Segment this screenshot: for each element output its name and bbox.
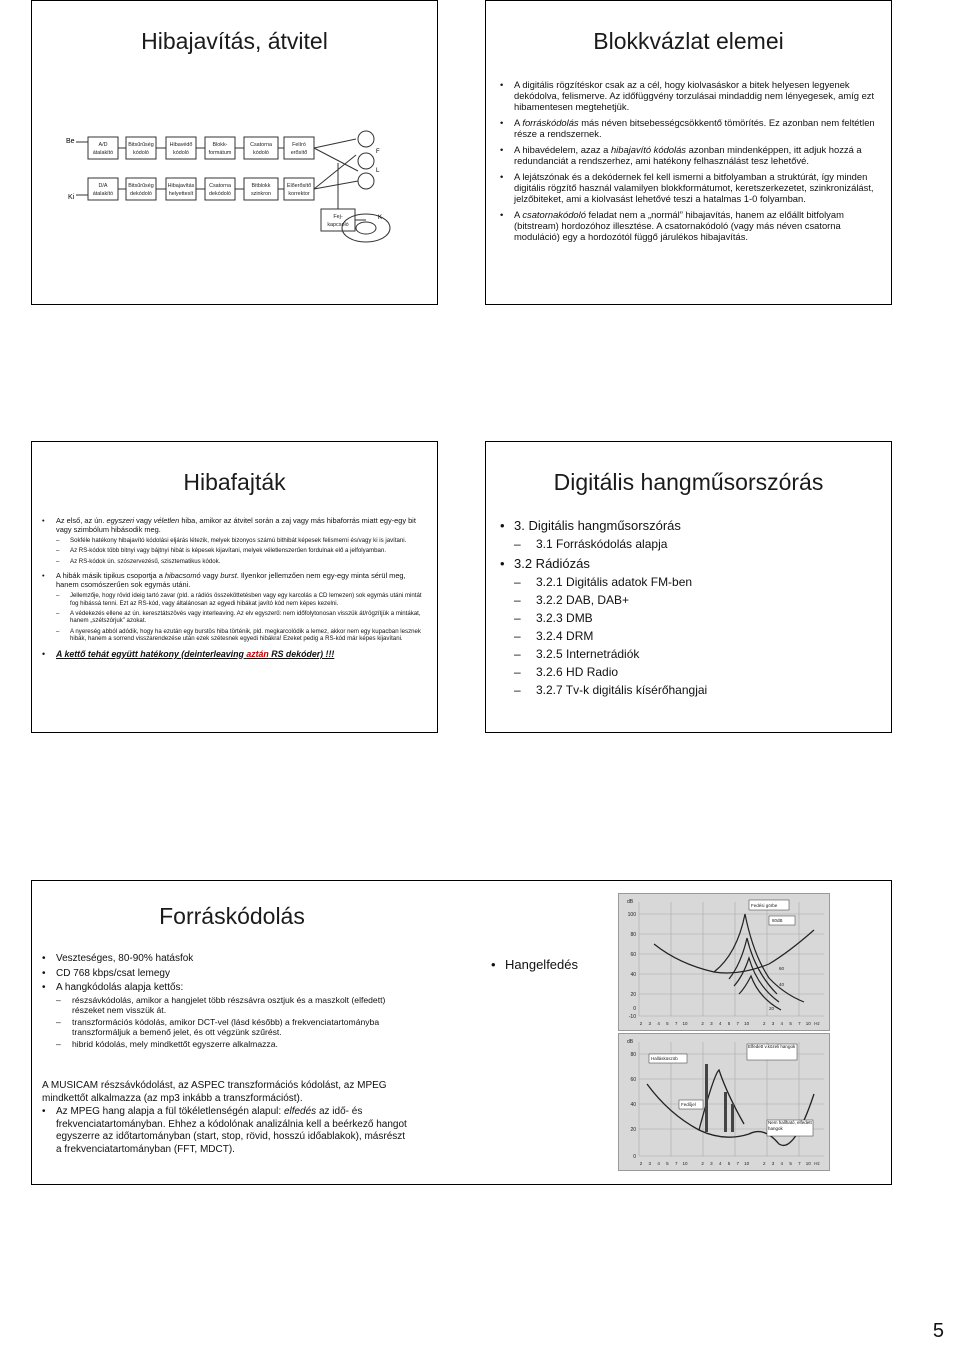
bb-label-2: szinkron bbox=[250, 191, 272, 197]
x-tick-label: 5 bbox=[666, 1161, 669, 1166]
x-tick-label: 4 bbox=[780, 1161, 784, 1166]
bullet-item: • A csatornakódoló feladat nem a „normál” hibajavítás, hanem az előállt bitfolyam (bitstream) hordozóhoz illesztése. A csatornakódoló (vagy más néven csatorna moduláció) egy a hordozótól függő járulékos hibajavítás. bbox=[500, 209, 882, 242]
x-tick-label: 10 bbox=[682, 1021, 688, 1026]
cd-label-1: Csatorna bbox=[209, 183, 231, 189]
toc-sublist bbox=[514, 575, 880, 698]
x-tick-label: 3 bbox=[710, 1021, 713, 1026]
toc-subitem: – 3.2.3 DMB bbox=[514, 611, 880, 626]
ad-label-1: A/D bbox=[98, 142, 108, 148]
bullet-item: • A forráskódolás más néven bitsebességcsökkentő tömörítés. Ez azonban nem feltétlen része a rendszernek. bbox=[500, 117, 882, 139]
toc-item: • 3. Digitális hangműsorszórás – 3.1 Forráskódolás alapja bbox=[500, 518, 880, 552]
chart1-ytick: 20 bbox=[630, 992, 636, 998]
fk-label-2: kapcsoló bbox=[327, 222, 349, 228]
toc-subitem: – 3.1 Forráskódolás alapja bbox=[514, 537, 880, 552]
da-label-2: átalakító bbox=[92, 191, 114, 197]
sub-item: – transzformációs kódolás, amikor DCT-vel (lásd később) a frekvenciatartományba transzformáljuk a bemenő jelet, és ott végzünk szűrést. bbox=[56, 1017, 412, 1038]
x-tick-label: Hz bbox=[814, 1021, 820, 1026]
k-label: K bbox=[378, 215, 383, 221]
sub-item: – részsávkódolás, amikor a hangjelet több részsávra osztjuk és a maszkolt (elfedett) részeket nem visszük át. bbox=[56, 995, 412, 1016]
fk-label-1: Fej- bbox=[333, 214, 343, 220]
bf-label-1: Blokk- bbox=[212, 142, 228, 148]
chart2-ylabel: dB bbox=[627, 1039, 634, 1045]
x-tick-label: 10 bbox=[682, 1161, 688, 1166]
x-tick-label: 2 bbox=[639, 1021, 643, 1026]
x-tick-label: 4 bbox=[657, 1021, 660, 1026]
slide-hibajavitas bbox=[31, 0, 438, 305]
cd-label-2: dekódoló bbox=[209, 191, 231, 197]
red-word: aztán bbox=[246, 648, 269, 659]
sub-item: – A védekezés ellene az ún. keresztátszövés vagy interleaving. Az elv egyszerű: nem időfolytonosan visszük át/rögzítjük a mintákat, hanem „szétszórjuk” azokat. bbox=[56, 610, 422, 625]
bullet-list bbox=[42, 1106, 412, 1158]
x-tick-label: Hz bbox=[814, 1161, 820, 1166]
ck-label-2: kódoló bbox=[253, 150, 269, 156]
slide-forraskodolas bbox=[31, 880, 892, 1185]
bb-label-1: Bitblokk bbox=[251, 183, 271, 189]
x-tick-label: 7 bbox=[736, 1161, 740, 1166]
fe-label-2: erősítő bbox=[290, 150, 308, 156]
x-tick-label: 7 bbox=[674, 1161, 678, 1166]
x-tick-label: 2 bbox=[701, 1161, 704, 1166]
x-tick-label: 2 bbox=[639, 1161, 643, 1166]
sub-item: – Jellemzője, hogy rövid ideig tartó zavar (pld. a rádiós összeköttetésben vagy egy karcolás a CD lemezen) sok egymás utáni mintát fog hibássá tenni. Ezt az RS-kód, vagy általánosan az egyedi hibákat javító kód nem képes kezelni. bbox=[56, 592, 422, 607]
x-tick-label: 3 bbox=[648, 1161, 652, 1166]
sub-list bbox=[56, 995, 412, 1050]
bullet-item: • A hangkódolás alapja kettős: – részsávkódolás, amikor a hangjelet több részsávra osztjuk és a maszkolt (elfedett) részeket nem visszük át. – transzformációs kódolás, amikor DCT-vel (lásd később) a frekvenciatartományba transzformáljuk a bemenő jelet, és ott végzünk szűrést. – hibrid kódolás, mely mindkettőt egyszerre alkalmazza. bbox=[42, 982, 412, 1049]
toc-subitem: – 3.2.5 Internetrádiók bbox=[514, 647, 880, 662]
bullet-list bbox=[42, 953, 412, 1051]
ek-label-1: Előerősítő bbox=[286, 183, 312, 189]
ck-label-1: Csatorna bbox=[250, 142, 272, 148]
chart2-ann-1: Elfedett v.közeli hangok bbox=[748, 1044, 796, 1049]
x-tick-label: 4 bbox=[718, 1161, 722, 1166]
x-tick-label: 4 bbox=[780, 1021, 784, 1026]
bs-label-1: Bitsűrűség bbox=[128, 142, 154, 148]
chart1-ann-1: 80dB bbox=[772, 918, 783, 923]
hj-label-2: helyettesít bbox=[168, 191, 194, 197]
bs-label-2: kódoló bbox=[133, 150, 149, 156]
sub-item: – Sokféle hatékony hibajavító kódolási eljárás létezik, melyek bizonyos számú bithibát képesek felismerni és/vagy ki is javítani. bbox=[56, 537, 422, 544]
chart2-ytick: 80 bbox=[630, 1052, 636, 1058]
chart2-ytick: 0 bbox=[633, 1154, 636, 1160]
chart2-ann-2: Fedőjel bbox=[681, 1102, 696, 1107]
slide-title: Digitális hangműsorszórás bbox=[553, 469, 824, 495]
paragraph: A MUSICAM részsávkódolást, az ASPEC transzformációs kódolást, az MPEG mindkettőt alkalmazza (az mp3 inkább a transzformációst). bbox=[42, 1080, 387, 1104]
x-tick-label: 2 bbox=[762, 1161, 766, 1166]
chart1-ann-0: Fedési görbe bbox=[751, 903, 778, 908]
bullet-item: • Hangelfedés bbox=[491, 957, 621, 973]
bd-label-2: dekódoló bbox=[130, 191, 152, 197]
x-tick-label: 5 bbox=[727, 1161, 731, 1166]
bullet-item: • A digitális rögzítéskor csak az a cél, hogy kiolvasáskor a bitek helyesen legyenek dekódolva, felismerve. Az időfüggvény torzulásai mindaddig nem lényegesek, amíg ezt hibamentesen megtehetjük. bbox=[500, 79, 882, 112]
chart1-ann-2: 60 bbox=[779, 966, 785, 971]
chart1-ytick: 100 bbox=[627, 912, 636, 918]
toc-sublist bbox=[514, 537, 880, 552]
bullet-list bbox=[500, 79, 882, 247]
toc-subitem: – 3.2.4 DRM bbox=[514, 629, 880, 644]
chart2-ann-0: Hallásküszöb bbox=[651, 1056, 678, 1061]
chart2-ytick: 20 bbox=[630, 1127, 636, 1133]
toc-subitem: – 3.2.7 Tv-k digitális kísérőhangjai bbox=[514, 683, 880, 698]
bullet-item: • CD 768 kbps/csat lemegy bbox=[42, 968, 412, 981]
sub-item: – Az RS-kódok több bitnyi vagy bájtnyi hibát is képesek kijavítani, melyek véletlenszerűen fordulnak elő a jelfolyamban. bbox=[56, 547, 422, 554]
bullet-item: • Veszteséges, 80-90% hatásfok bbox=[42, 953, 412, 966]
slide-blokkvazlat bbox=[485, 0, 892, 305]
bd-label-1: Bitsűrűség bbox=[128, 183, 154, 189]
sub-item: – Az RS-kódok ún. szószervezésű, szisztematikus kódok. bbox=[56, 558, 422, 565]
bullet-item-emphasis: • A kettő tehát együtt hatékony (deinterleaving aztán RS dekóder) !!! bbox=[42, 649, 422, 660]
bullet-item: • A lejátszónak és a dekódernek fel kell ismerni a bitfolyamban a struktúrát, így minden digitális rögzítő használ valamilyen blokkformátumot, keretszerkezetet, szinkronizálást, jelzőbiteket, ami a kiolvasást lehetővé teszi a hatalmas 1-0 folyamban. bbox=[500, 171, 882, 204]
fe-label-1: Felíró bbox=[292, 142, 306, 148]
chart1-ytick: 40 bbox=[630, 972, 636, 978]
chart2-ytick: 40 bbox=[630, 1102, 636, 1108]
toc-subitem: – 3.2.1 Digitális adatok FM-ben bbox=[514, 575, 880, 590]
chart1-ann-3: 40 bbox=[779, 982, 785, 987]
sub-list bbox=[56, 537, 422, 565]
f-label: F bbox=[376, 149, 380, 155]
slide-digitalis-hangmusorszoras bbox=[485, 441, 892, 733]
ki-label: Ki bbox=[68, 194, 75, 201]
bf-label-2: formátum bbox=[208, 150, 232, 156]
x-tick-label: 4 bbox=[657, 1161, 660, 1166]
chart1-ytick: 60 bbox=[630, 952, 636, 958]
masking-chart-2 bbox=[618, 1033, 830, 1171]
chart1-ylabel: dB bbox=[627, 899, 634, 905]
x-tick-label: 5 bbox=[789, 1161, 792, 1166]
bullet-item: • Az első, az ún. egyszeri vagy véletlen hiba, amikor az átvitel során a zaj vagy más hibaforrás miatt egy-egy bit vagy szimbólum hibásodik meg. – Sokféle hatékony hibajavító kódolási eljárás létezik, melyek bizonyos számú bithibát képesek felismerni és/vagy ki is javítani. – Az RS-kódok több bitnyi vagy bájtnyi hibát is képesek kijavítani, melyek véletlenszerűen fordulnak elő a jelfolyamban. – Az RS-kódok ún. szószervezésű, szisztematikus kódok. bbox=[42, 516, 422, 565]
x-tick-label: 10 bbox=[805, 1161, 811, 1166]
chart1-ytick: 0 bbox=[633, 1006, 636, 1012]
x-tick-label: 7 bbox=[798, 1021, 801, 1026]
x-tick-label: 3 bbox=[648, 1021, 652, 1026]
masking-chart-1 bbox=[618, 893, 830, 1031]
x-tick-label: 2 bbox=[701, 1021, 704, 1026]
x-tick-label: 3 bbox=[710, 1161, 713, 1166]
x-tick-label: 4 bbox=[718, 1021, 722, 1026]
chart1-ytick: 80 bbox=[630, 932, 636, 938]
chart2-ytick: 60 bbox=[630, 1077, 636, 1083]
hv-label-1: Hibavédő bbox=[169, 142, 193, 148]
block-diagram bbox=[66, 123, 406, 248]
x-tick-label: 10 bbox=[805, 1021, 811, 1026]
chart2-ann-3: Nem hallható, elfedett hangok bbox=[768, 1120, 812, 1131]
toc-subitem: – 3.2.6 HD Radio bbox=[514, 665, 880, 680]
x-tick-label: 10 bbox=[744, 1021, 750, 1026]
bullet-item: • A hibák másik tipikus csoportja a hibacsomó vagy burst. Ilyenkor jellemzően nem egy-egy minta sérül meg, hanem csomószerűen sok egymás utáni. – Jellemzője, hogy rövid ideig tartó zavar (pld. a rádiós összeköttetésben vagy egy karcolás a CD lemezen) sok egymás utáni mintát fog hibássá tenni. Ezt az RS-kód, vagy általánosan az egyedi hibákat javító kód nem képes kezelni. – A védekezés ellene az ún. keresztátszövés vagy interleaving. Az elv egyszerű: nem időfolytonosan visszük át/rögzítjük a mintákat, hanem „szétszórjuk” azokat. – A nyereség abból adódik, hogy ha ezután egy burstös hiba történik, pld. megkarcolódik a lemez, akkor nem egy kupacban lesznek hibák, hanem a sorrend visszarendezése után ezek szétesnek egyedi hibákra! Ezeket pedig a RS-kód már képes kijavítani. bbox=[42, 571, 422, 642]
hv-label-2: kódoló bbox=[173, 150, 189, 156]
page-number: 5 bbox=[932, 1320, 944, 1342]
x-tick-label: 5 bbox=[666, 1021, 669, 1026]
x-tick-label: 7 bbox=[736, 1021, 740, 1026]
hj-label-1: Hibajavítás bbox=[167, 183, 195, 189]
x-tick-label: 3 bbox=[771, 1161, 775, 1166]
slide-title: Hibajavítás, átvitel bbox=[141, 28, 328, 54]
x-tick-label: 5 bbox=[789, 1021, 792, 1026]
toc-subitem: – 3.2.2 DAB, DAB+ bbox=[514, 593, 880, 608]
x-tick-label: 7 bbox=[674, 1021, 678, 1026]
toc-list bbox=[500, 518, 880, 702]
ad-label-2: átalakító bbox=[92, 150, 114, 156]
sub-list bbox=[56, 592, 422, 642]
x-tick-label: 5 bbox=[727, 1021, 731, 1026]
x-tick-label: 3 bbox=[771, 1021, 775, 1026]
slide-hibafajtak bbox=[31, 441, 438, 733]
ek-label-2: korrektor bbox=[288, 191, 310, 197]
x-tick-label: 7 bbox=[798, 1161, 801, 1166]
sub-item: – hibrid kódolás, mely mindkettőt egyszerre alkalmazza. bbox=[56, 1039, 412, 1050]
sub-item: – A nyereség abból adódik, hogy ha ezután egy burstös hiba történik, pld. megkarcolódik a lemez, akkor nem egy kupacban lesznek hibák, hanem a sorrend visszarendezése után ezek szétesnek egyedi hibákra! Ezeket pedig a RS-kód már képes kijavítani. bbox=[56, 628, 422, 643]
bullet-item: • A hibavédelem, azaz a hibajavító kódolás azonban mindenképpen, itt adjuk hozzá a redundanciát a rendszerhez, ami hatékony felhasználást tesz lehetővé. bbox=[500, 144, 882, 166]
chart1-ytick: -10 bbox=[628, 1014, 636, 1020]
l-label: L bbox=[376, 168, 380, 174]
bullet-list bbox=[42, 516, 422, 666]
x-tick-label: 2 bbox=[762, 1021, 766, 1026]
slide-title: Hibafajták bbox=[183, 469, 286, 495]
right-bullet-list bbox=[491, 957, 621, 975]
slide-title: Forráskódolás bbox=[159, 903, 305, 929]
be-label: Be bbox=[66, 138, 75, 145]
slide-title: Blokkvázlat elemei bbox=[593, 28, 784, 54]
bullet-item: • Az MPEG hang alapja a fül tökéletlenségén alapul: elfedés az idő- és frekvenciatartományban. Ehhez a kódolónak analizálnia kell a beérkező hangot egyszerre az időtartományban (start, stop, rövid, hosszú időablakok), másrészt a frekvenciatartományban (FFT, MDCT). bbox=[42, 1106, 412, 1156]
da-label-1: D/A bbox=[98, 183, 108, 189]
x-tick-label: 10 bbox=[744, 1161, 750, 1166]
chart1-ann-4: 20 bbox=[769, 1006, 775, 1011]
toc-item: • 3.2 Rádiózás – 3.2.1 Digitális adatok FM-ben – 3.2.2 DAB, DAB+ – 3.2.3 DMB – 3.2.4 DRM – 3.2.5 Internetrádiók – 3.2.6 HD Radio – 3.2.7 Tv-k digitális kísérőhangjai bbox=[500, 556, 880, 698]
